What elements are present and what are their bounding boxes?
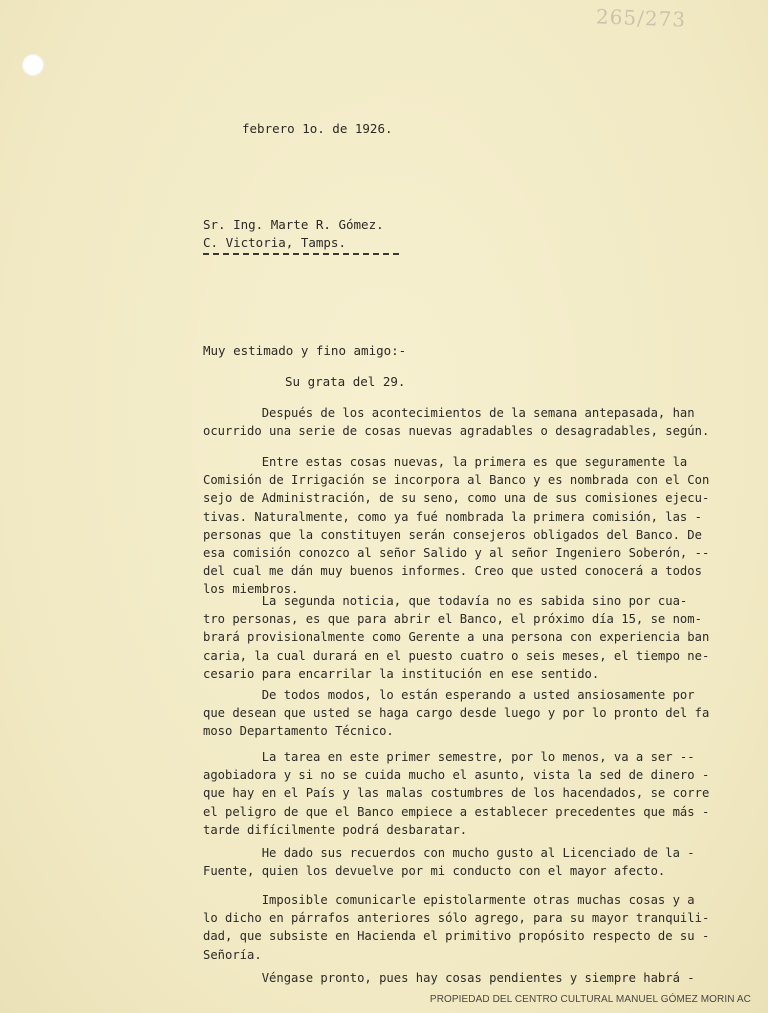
archive-ownership-stamp: PROPIEDAD DEL CENTRO CULTURAL MANUEL GÓMEZ MORIN AC	[429, 994, 751, 1005]
salutation: Muy estimado y fino amigo:-	[203, 343, 407, 358]
letter-date: febrero 1o. de 1926.	[242, 121, 393, 136]
paragraph-2: Entre estas cosas nuevas, la primera es que seguramente la Comisión de Irrigación se incorpora al Banco y es nombrada con el Con sejo de Administración, de su seno, como una de sus comisiones ejecu- tivas. Naturalmente, como ya fué nombrada la primera comisión, las - personas que la constituyen serán consejeros obligados del Banco. De esa comisión conozco al señor Salido y al señor Ingeniero Soberón, -- del cual me dán muy buenos informes. Creo que usted conocerá a todos los miembros.	[203, 455, 710, 597]
paragraph-4: De todos modos, lo están esperando a usted ansiosamente por que desean que usted se haga cargo desde luego y por lo pronto del fa moso Departamento Técnico.	[203, 688, 710, 739]
recipient-block	[203, 216, 399, 255]
paragraph-8: Véngase pronto, pues hay cosas pendientes y siempre habrá -	[203, 971, 695, 985]
paragraph-1: Después de los acontecimientos de la semana antepasada, han ocurrido una serie de cosas nuevas agradables o desagradables, según.	[203, 406, 710, 439]
recipient-underline	[203, 253, 399, 255]
paragraph-3: La segunda noticia, que todavía no es sabida sino por cua- tro personas, es que para abrir el Banco, el próximo día 15, se nom- brará provisionalmente como Gerente a una persona con experiencia ban caria, la cual durará en el puesto cuatro o seis meses, el tiempo ne- cesario para encarrilar la institución en ese sentido.	[203, 594, 710, 681]
recipient-name: Sr. Ing. Marte R. Gómez.	[203, 217, 384, 232]
recipient-address: C. Victoria, Tamps.	[203, 235, 346, 250]
paragraph-6: He dado sus recuerdos con mucho gusto al Licenciado de la - Fuente, quien los devuelve por mi conducto con el mayor afecto.	[203, 846, 695, 879]
punch-hole	[22, 54, 44, 76]
subject-line: Su grata del 29.	[285, 374, 406, 389]
archive-handwritten-number: 265/273	[595, 4, 687, 32]
paragraph-5: La tarea en este primer semestre, por lo menos, va a ser -- agobiadora y si no se cuida mucho el asunto, vista la sed de dinero - que hay en el País y las malas costumbres de los hacendados, se corre el peligro de que el Banco empiece a establecer precedentes que más - tarde difícilmente podrá desbaratar.	[203, 750, 710, 837]
paragraph-7: Imposible comunicarle epistolarmente otras muchas cosas y a lo dicho en párrafos anteriores sólo agrego, para su mayor tranquili- dad, que subsiste en Hacienda el primitivo propósito respecto de su - Señoría.	[203, 893, 710, 962]
